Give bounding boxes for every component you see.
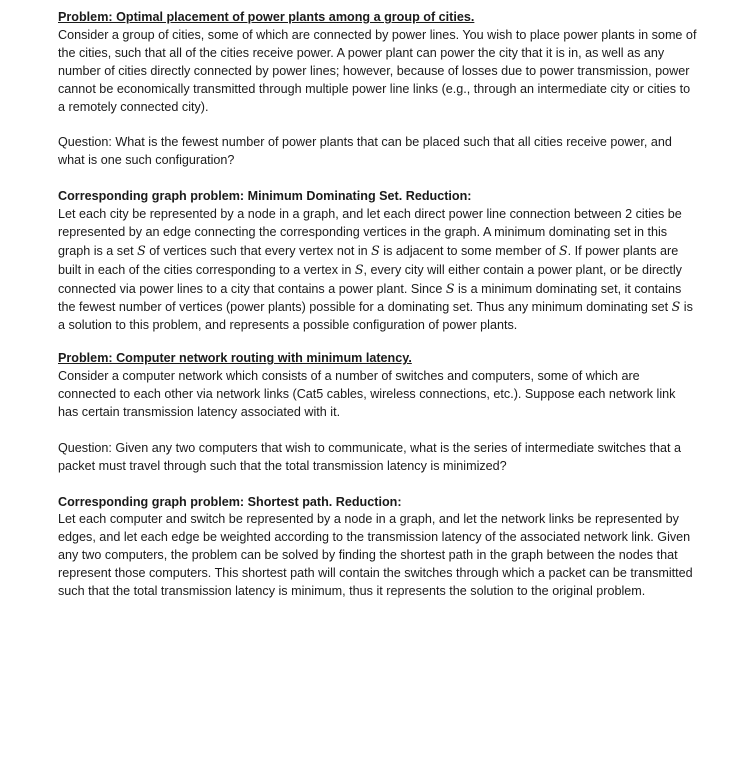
problem-2-graph-heading: Corresponding graph problem: Shortest path. Reduction:	[58, 494, 402, 509]
text-run: Let each city be represented by a node in a graph, and let each direct power line connection between 2 cities be represented by an edge connecting the corresponding vertices in the graph. A minimum dominating set in this graph is a set	[58, 206, 682, 258]
text-run: of vertices such that every vertex not in	[145, 243, 372, 258]
text-run: is a minimum dominating set, it contains the fewest number of vertices (power plants) possible for a dominating set. Thus any minimum dominating set	[58, 281, 682, 315]
problem-2-heading: Problem: Computer network routing with minimum latency.	[58, 351, 412, 366]
math-symbol-s: S	[371, 242, 380, 258]
text-run: is a solution to this problem, and represents a possible configuration of power plants.	[58, 300, 693, 333]
problem-1-body: Consider a group of cities, some of which are connected by power lines. You wish to place power plants in some of the cities, such that all of the cities receive power. A power plant can power the city that it is in, as well as any number of cities directly connected by power lines; however, because of losses due to power transmission, power cannot be economically transmitted through multiple power line links (e.g., through an intermediate city or cities to a remotely connected city).	[58, 27, 697, 114]
spacer	[58, 170, 698, 188]
spacer	[58, 116, 698, 134]
problem-1-graph-paragraph	[58, 188, 698, 335]
text-run: , every city will either contain a power plant, or be directly connected via power lines to a city that contains a power plant. Since	[58, 262, 682, 296]
problem-2-graph-body: Let each computer and switch be represented by a node in a graph, and let the network links be represented by edges, and let each edge be weighted according to the transmission latency of the associated network link. Given any two computers, the problem can be solved by finding the shortest path in the graph between the nodes that represent those computers. This shortest path will contain the switches through which a packet can be transmitted such that the total transmission latency is minimum, thus it represents the solution to the original problem.	[58, 512, 693, 599]
problem-2-body: Consider a computer network which consists of a number of switches and computers, some of which are connected to each other via network links (Cat5 cables, wireless connections, etc.). Suppose each network link has certain transmission latency associated with it.	[58, 369, 676, 419]
problem-2-question: Question: Given any two computers that wish to communicate, what is the series of intermediate switches that a packet must travel through such that the total transmission latency is minimized?	[58, 440, 681, 473]
problem-power-plants	[58, 9, 698, 335]
math-symbol-s: S	[445, 280, 455, 296]
math-symbol-s: S	[671, 299, 681, 315]
problem-network-routing	[58, 350, 698, 601]
text-run: is adjacent to some member of	[379, 243, 559, 258]
problem-1-graph-heading: Corresponding graph problem: Minimum Dominating Set. Reduction:	[58, 189, 472, 204]
problem-2-graph-paragraph	[58, 494, 698, 601]
math-symbol-s: S	[137, 242, 146, 258]
spacer	[58, 422, 698, 440]
problem-1-heading: Problem: Optimal placement of power plants among a group of cities.	[58, 10, 475, 24]
math-symbol-s: S	[354, 261, 364, 277]
problem-2-paragraph	[58, 350, 698, 422]
spacer	[58, 335, 698, 350]
math-symbol-s: S	[558, 242, 568, 258]
text-run: . If power plants are built in each of the cities corresponding to a vertex in	[58, 243, 679, 277]
problem-1-paragraph	[58, 9, 698, 116]
problem-1-graph-body	[58, 207, 693, 332]
problem-1-question: Question: What is the fewest number of power plants that can be placed such that all cities receive power, and what is one such configuration?	[58, 135, 672, 168]
spacer	[58, 476, 698, 494]
document-page	[58, 9, 698, 601]
